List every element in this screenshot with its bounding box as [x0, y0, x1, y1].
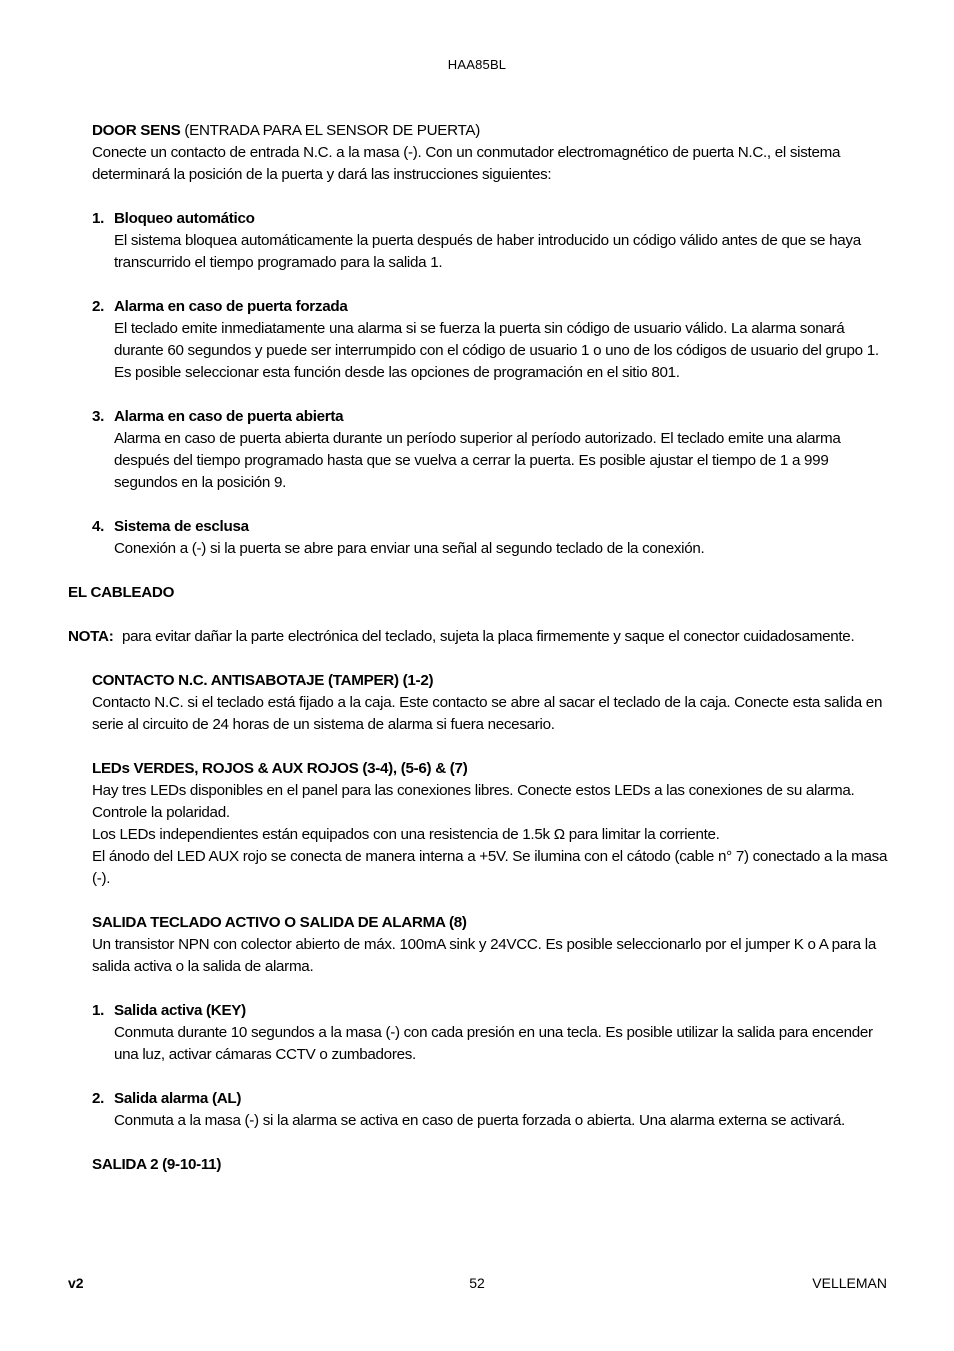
- footer-page-number: 52: [469, 1275, 485, 1291]
- tamper-heading: CONTACTO N.C. ANTISABOTAJE (TAMPER) (1-2): [92, 672, 434, 689]
- list-item-number: 1.: [92, 210, 105, 227]
- door-sens-heading: [92, 120, 888, 142]
- list-item-text: Conexión a (-) si la puerta se abre para enviar una señal al segundo teclado de la conexión.: [114, 540, 705, 557]
- list-item-number: 2.: [92, 298, 105, 315]
- list-item-text: Conmuta durante 10 segundos a la masa (-) con cada presión en una tecla. Es posible utilizar la salida para encender una luz, activar cámaras CCTV o zumbadores.: [114, 1024, 873, 1063]
- list-item: [68, 296, 888, 384]
- list-item-title: Alarma en caso de puerta forzada: [114, 298, 348, 315]
- nota-label: NOTA:: [68, 628, 114, 645]
- salida2-heading: SALIDA 2 (9-10-11): [92, 1156, 222, 1173]
- salida2-section: [68, 1154, 888, 1176]
- list-item: [68, 1088, 888, 1132]
- list-item-text: Conmuta a la masa (-) si la alarma se activa en caso de puerta forzada o abierta. Una alarma externa se activará.: [114, 1112, 845, 1129]
- list-item-number: 4.: [92, 518, 105, 535]
- salida-teclado-text: Un transistor NPN con colector abierto de máx. 100mA sink y 24VCC. Es posible seleccionarlo por el jumper K o A para la salida activa o la salida de alarma.: [92, 936, 876, 975]
- nota-block: [68, 626, 888, 648]
- list-item-number: 2.: [92, 1090, 105, 1107]
- list-item-number: 3.: [92, 408, 105, 425]
- page-header-model: HAA85BL: [447, 57, 507, 72]
- cableado-heading: EL CABLEADO: [68, 584, 175, 601]
- tamper-section: [68, 670, 888, 736]
- leds-paragraph: Hay tres LEDs disponibles en el panel para las conexiones libres. Conecte estos LEDs a las conexiones de su alarma. Controle la polaridad.: [92, 782, 855, 821]
- leds-paragraph: Los LEDs independientes están equipados con una resistencia de 1.5k Ω para limitar la corriente.: [92, 826, 720, 843]
- leds-heading: LEDs VERDES, ROJOS & AUX ROJOS (3-4), (5-6) & (7): [92, 760, 468, 777]
- list-item-text: El teclado emite inmediatamente una alarma si se fuerza la puerta sin código de usuario válido. La alarma sonará durante 60 segundos y puede ser interrumpido con el código de usuario 1 o uno de los códigos de usuario del grupo 1. Es posible seleccionar esta función desde las opciones de programación en el sitio 801.: [114, 320, 879, 381]
- list-item-title: Salida alarma (AL): [114, 1090, 242, 1107]
- list-item-title: Bloqueo automático: [114, 210, 255, 227]
- nota-text: para evitar dañar la parte electrónica del teclado, sujeta la placa firmemente y saque el conector cuidadosamente.: [122, 628, 855, 645]
- list-item-text: Alarma en caso de puerta abierta durante un período superior al período autorizado. El teclado emite una alarma después del tiempo programado hasta que se vuelva a cerrar la puerta. Es posible ajustar el tiempo de 1 a 999 segundos en la posición 9.: [114, 430, 841, 491]
- list-item: [68, 406, 888, 494]
- footer-brand: VELLEMAN: [812, 1275, 887, 1291]
- footer-version: v2: [68, 1275, 84, 1291]
- list-item-title: Alarma en caso de puerta abierta: [114, 408, 344, 425]
- list-item-title: Sistema de esclusa: [114, 518, 249, 535]
- leds-paragraph: El ánodo del LED AUX rojo se conecta de manera interna a +5V. Se ilumina con el cátodo (cable n° 7) conectado a la masa (-).: [92, 848, 888, 887]
- tamper-text: Contacto N.C. si el teclado está fijado a la caja. Este contacto se abre al sacar el teclado de la caja. Conecte esta salida en serie al circuito de 24 horas de un sistema de alarma si fuera necesario.: [92, 694, 883, 733]
- salida-teclado-heading: SALIDA TECLADO ACTIVO O SALIDA DE ALARMA (8): [92, 914, 467, 931]
- list-item-text: El sistema bloquea automáticamente la puerta después de haber introducido un código válido antes de que se haya transcurrido el tiempo programado para la salida 1.: [114, 232, 861, 271]
- list-item-title: Salida activa (KEY): [114, 1002, 246, 1019]
- list-item: [68, 208, 888, 274]
- salida-teclado-section: [68, 912, 888, 978]
- list-item: [68, 516, 888, 560]
- door-sens-subtitle: (ENTRADA PARA EL SENSOR DE PUERTA): [180, 122, 480, 139]
- document-body: [68, 120, 888, 1176]
- door-sens-section: [68, 120, 888, 186]
- list-item: [68, 1000, 888, 1066]
- door-sens-intro: Conecte un contacto de entrada N.C. a la masa (-). Con un conmutador electromagnético de puerta N.C., el sistema determinará la posición de la puerta y dará las instrucciones siguientes:: [92, 144, 841, 183]
- list-item-number: 1.: [92, 1002, 105, 1019]
- leds-section: [68, 758, 888, 890]
- door-sens-title: DOOR SENS: [92, 122, 181, 139]
